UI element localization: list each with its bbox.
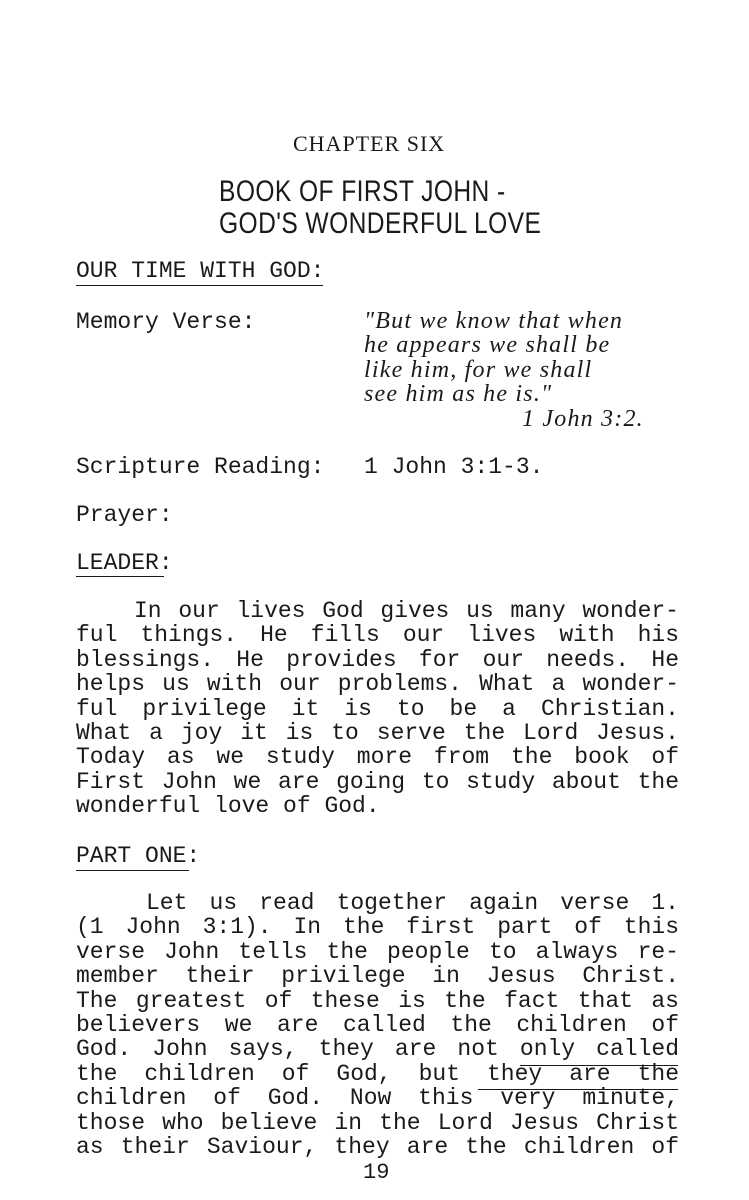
section-underline [76,285,323,286]
paragraph-line: wonderful love of God. [76,793,380,820]
emphasis-underline [520,1065,678,1066]
paragraph-line: What a joy it is to serve the Lord Jesus. [76,720,679,747]
memory-verse-line: like him, for we shall [364,356,593,383]
paragraph-line: the children of God, but they are the [76,1060,679,1087]
part-one-underline [76,870,189,871]
paragraph-line: Today as we study more from the book of [76,744,679,771]
part-one-heading: PART ONE: [76,843,201,869]
emphasis-underline [478,1089,678,1090]
paragraph-line: In our lives God gives us many wonder- [134,598,679,624]
paragraph-line: believers we are called the children of [76,1012,679,1039]
paragraph-line: children of God. Now this very minute, [76,1085,679,1112]
scripture-reading-label: Scripture Reading: [76,454,325,480]
memory-verse-label: Memory Verse: [76,309,256,335]
memory-verse-line: he appears we shall be [364,332,611,359]
memory-verse-line: see him as he is." [364,381,553,408]
paragraph-line: First John we are going to study about the [76,768,679,795]
section-heading-our-time: OUR TIME WITH GOD: [76,258,325,284]
leader-underline [76,576,164,577]
paragraph-line: (1 John 3:1). In the first part of this [76,914,679,941]
paragraph-line: helps us with our problems. What a wonder- [76,671,679,698]
scripture-reading-value: 1 John 3:1-3. [364,454,544,480]
paragraph-line: those who believe in the Lord Jesus Christ [76,1109,679,1136]
title-line-2: GOD'S WONDERFUL LOVE [219,207,542,240]
memory-verse-reference: 1 John 3:2. [522,405,644,432]
paragraph-line: verse John tells the people to always re- [76,938,679,965]
chapter-label: CHAPTER SIX [293,131,446,156]
memory-verse-line: "But we know that when [364,308,624,334]
paragraph-line: Let us read together again verse 1. [146,890,679,916]
memory-verse-text [364,309,682,431]
paragraph-line: blessings. He provides for our needs. He [76,646,679,673]
paragraph-line: as their Saviour, they are the children of [76,1134,679,1161]
leader-paragraph [76,599,679,819]
paragraph-line: member their privilege in Jesus Christ. [76,963,679,990]
paragraph-line: The greatest of these is the fact that as [76,987,679,1014]
part-one-paragraph [76,891,679,1159]
page-number: 19 [363,1160,390,1185]
title-line-1: BOOK OF FIRST JOHN - [219,175,506,208]
paragraph-line: ful privilege it is to be a Christian. [76,695,679,722]
paragraph-line: ful things. He fills our lives with his [76,622,679,649]
leader-heading: LEADER: [76,550,173,576]
paragraph-line: God. John says, they are not only called [76,1036,679,1063]
prayer-label: Prayer: [76,502,173,528]
